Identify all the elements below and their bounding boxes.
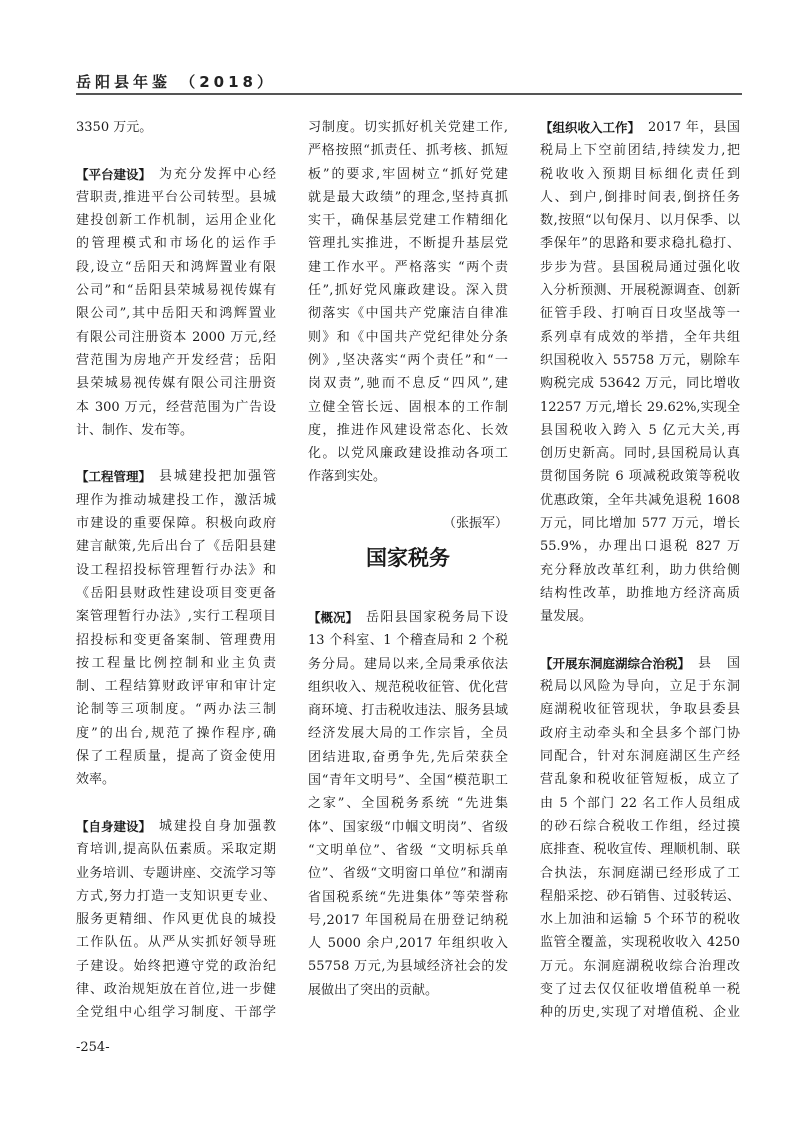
text-line: 人 5000 余户,2017 年组织收入: [308, 936, 508, 952]
text-line: 人、到户,倒排时间表,倒挤任务: [540, 189, 740, 205]
paragraph-first-line: [76, 163, 276, 186]
text-line: 计、制作、发布等。: [76, 422, 194, 438]
text-line: “文明单位”、省级 “文明标兵单: [308, 842, 508, 858]
text-line: 省国税系统“先进集体”等荣誉称: [308, 889, 508, 905]
paragraph-first-line: [76, 815, 276, 838]
text-line: 方式,努力打造一支知识更专业、: [76, 888, 276, 904]
text-line: 数,按照“以旬保月、以月保季、以: [540, 213, 740, 229]
text-line: 程船采挖、砂石销售、过驳转运、: [540, 888, 740, 904]
text-line: 业务培训、专题讲座、交流学习等: [76, 865, 276, 881]
text-line: 步步为营。县国税局通过强化收: [540, 259, 740, 275]
text-line: 度，推进作风建设常态化、长效: [308, 422, 508, 438]
text-line: 贯彻国务院 6 项减税政策等税收: [540, 469, 740, 485]
text-line: 13 个科室、1 个稽查局和 2 个税: [308, 633, 508, 649]
text-line: 组织收入、规范税收征管、优化营: [308, 679, 508, 695]
text-line: 庭湖税收征管现状，争取县委县: [540, 702, 740, 718]
text-line: 制、工程结算财政评审和审计定: [76, 679, 276, 695]
paragraph: [76, 465, 276, 791]
text-line: 任”,抓好党风廉政建设。深入贯: [308, 283, 508, 299]
paragraph: [308, 116, 508, 489]
text-line: 服务更精细、作风更优良的城投: [76, 912, 276, 928]
paragraph-heading: 【自身建设】: [76, 818, 152, 834]
text-line: 县城建投把加强管: [159, 469, 276, 485]
column-2: [308, 116, 508, 535]
text-line: 建言献策,先后出台了《岳阳县建: [76, 539, 276, 555]
text-line: 营范围为房地产开发经营；岳阳: [76, 352, 276, 368]
text-line: 底排查、税收宣传、理顺机制、联: [540, 842, 740, 858]
text-line: 论制等三项制度。“两办法三制: [76, 702, 276, 718]
column-2-body: [308, 116, 508, 489]
text-line: 子建设。始终把遵守党的政治纪: [76, 958, 276, 974]
text-line: 岳阳县国家税务局下设: [366, 610, 508, 625]
text-line: 的管理模式和市场化的运作手: [76, 236, 276, 252]
text-line: 体”、国家级“巾帼文明岗”、省级: [308, 819, 508, 835]
text-line: 彻落实《中国共产党廉洁自律准: [308, 306, 508, 322]
text-line: 立健全管长远、固根本的工作制: [308, 399, 508, 415]
text-line: 55.9%，办理出口退税 827 万: [540, 539, 740, 555]
text-line: 城建投自身加强教: [159, 818, 276, 834]
text-line: 政府主动牵头和全县多个部门协: [540, 725, 740, 741]
paragraph: [76, 163, 276, 443]
text-line: 限公司”,其中岳阳天和鸿辉置业: [76, 306, 276, 322]
text-line: 严格按照“抓责任、抓考核、抓短: [308, 143, 508, 159]
text-line: 理作为推动城建投工作，激活城: [76, 492, 276, 508]
text-line: 例》,坚决落实“两个责任”和“一: [308, 352, 508, 368]
text-line: 律、政治规矩放在首位,进一步健: [76, 981, 276, 997]
text-line: 《岳阳县财政性建设项目变更备: [76, 585, 276, 601]
author-credit: （张振军）: [442, 516, 508, 532]
paragraph-heading: 【平台建设】: [76, 166, 152, 182]
text-line: 习制度。切实抓好机关党建工作,: [308, 120, 508, 135]
text-line: 有限公司注册资本 2000 万元,经: [76, 329, 276, 345]
text-line: 由 5 个部门 22 名工作人员组成: [540, 795, 740, 811]
paragraph-first-line: [540, 652, 740, 675]
text-line: 12257 万元,增长 29.62%,实现全: [540, 399, 740, 415]
text-line: 同配合，针对东洞庭湖区生产经: [540, 749, 740, 765]
paragraph: [540, 652, 740, 1025]
text-line: 化。以党风廉政建设推动各项工: [308, 446, 508, 462]
text-line: 管理扎实推进，不断提升基层党: [308, 236, 508, 252]
text-line: 为充分发挥中心经: [159, 166, 276, 182]
paragraph: [76, 815, 276, 1025]
paragraph: [540, 116, 740, 629]
text-line: 税收收入预期目标细化责任到: [540, 166, 740, 182]
text-line: 结构性改革，助推地方经济高质: [540, 585, 740, 601]
paragraph-heading: 【组织收入工作】: [540, 120, 641, 135]
text-line: 段,设立“岳阳天和鸿辉置业有限: [76, 259, 276, 275]
paragraph-heading: 【概况】: [308, 610, 359, 625]
paragraph-heading: 【开展东洞庭湖综合治税】: [540, 655, 691, 671]
text-line: 公司”和“岳阳县荣城易视传媒有: [76, 283, 276, 299]
page-number: -254-: [76, 1040, 110, 1055]
text-line: 实干，确保基层党建工作精细化: [308, 213, 508, 229]
text-line: 量发展。: [540, 609, 593, 625]
paragraph-first-line: [540, 116, 740, 139]
text-line: 2017 年，县国: [648, 120, 740, 135]
text-line: 充分释放改革红利，助力供给侧: [540, 562, 740, 578]
paragraph-heading: 【工程管理】: [76, 469, 152, 485]
text-line: 系列卓有成效的举措，全年共组: [540, 329, 740, 345]
text-line: 作落到实处。: [308, 469, 387, 485]
text-line: 的砂石综合税收工作组，经过摸: [540, 818, 740, 834]
text-line: 征管手段、打响百日攻坚战等一: [540, 306, 740, 322]
text-line: 营乱象和税收征管短板，成立了: [540, 772, 740, 788]
text-line: 县国税收入跨入 5 亿元大关,再: [540, 422, 740, 438]
text-line: 购税完成 53642 万元，同比增收: [540, 376, 740, 392]
text-line: 营职责,推进平台公司转型。县城: [76, 189, 276, 205]
text-line: 岗双责”,驰而不息反“四风”,建: [308, 376, 508, 392]
text-line: 招投标和变更备案制、管理费用: [76, 632, 276, 648]
text-line: 变了过去仅仅征收增值税单一税: [540, 981, 740, 997]
text-line: 工作队伍。从严从实抓好领导班: [76, 935, 276, 951]
text-line: 万元，同比增加 577 万元，增长: [540, 516, 740, 532]
text-line: 市建设的重要保障。积极向政府: [76, 516, 276, 532]
text-line: 3350 万元。: [76, 120, 153, 135]
text-line: 设工程招投标管理暂行办法》和: [76, 562, 276, 578]
text-line: 团结进取,奋勇争先,先后荣获全: [308, 749, 508, 765]
text-line: 种的历史,实现了对增值税、企业: [540, 1005, 740, 1021]
text-line: 季保年”的思路和要求稳扎稳打、: [540, 236, 740, 252]
text-line: 位”、省级“文明窗口单位”和湖南: [308, 866, 508, 882]
text-line: 度”的出台,规范了操作程序,确: [76, 725, 276, 741]
text-line: 则》和《中国共产党纪律处分条: [308, 329, 508, 345]
text-line: 优惠政策，全年共减免退税 1608: [540, 492, 740, 508]
text-line: 号,2017 年国税局在册登记纳税: [308, 912, 508, 928]
text-line: 之家”、全国税务系统 “先进集: [308, 796, 508, 812]
text-line: 育培训,提高队伍素质。采取定期: [76, 842, 276, 858]
text-line: 就是最大政绩”的理念,坚持真抓: [308, 189, 508, 205]
text-line: 县国: [698, 655, 740, 671]
text-line: 入分析预测、开展税源调查、创新: [540, 283, 740, 299]
text-line: 务分局。建局以来,全局秉承依法: [308, 656, 508, 672]
text-line: 万元。东洞庭湖税收综合治理改: [540, 958, 740, 974]
running-header: 岳阳县年鉴 （2018）: [76, 73, 276, 91]
text-line: 效率。: [76, 772, 116, 788]
text-line: 建工作水平。严格落实 “两个责: [308, 259, 508, 275]
text-line: 按工程量比例控制和业主负责: [76, 655, 276, 671]
paragraph-first-line: [308, 606, 508, 629]
section-overview: [308, 606, 508, 1025]
paragraph-first-line: [76, 465, 276, 488]
text-line: 县荣城易视传媒有限公司注册资: [76, 376, 276, 392]
text-line: 税局以风险为导向，立足于东洞: [540, 679, 740, 695]
text-line: 建投创新工作机制，运用企业化: [76, 213, 276, 229]
text-line: 合执法，东洞庭湖已经形成了工: [540, 865, 740, 881]
text-line: 经济发展大局的工作宗旨，全员: [308, 726, 508, 742]
text-line: 国“青年文明号”、全国“模范职工: [308, 773, 508, 789]
paragraph: [308, 606, 508, 1002]
text-line: 税局上下空前团结,持续发力,把: [540, 143, 740, 159]
text-line: 案管理暂行办法》,实行工程项目: [76, 609, 276, 625]
text-line: 创历史新高。同时,县国税局认真: [540, 446, 740, 462]
text-line: 板”的要求,牢固树立“抓好党建: [308, 166, 508, 182]
text-line: 保了工程质量，提高了资金使用: [76, 749, 276, 765]
text-line: 全党组中心组学习制度、干部学: [76, 1005, 276, 1021]
paragraph: [76, 116, 276, 139]
header-rule: [76, 93, 742, 95]
text-line: 商环境、打击税收违法、服务县域: [308, 703, 508, 719]
section-title: 国家税务: [366, 545, 450, 570]
text-line: 水上加油和运输 5 个环节的税收: [540, 912, 740, 928]
text-line: 本 300 万元，经营范围为广告设: [76, 399, 276, 415]
text-line: 展做出了突出的贡献。: [308, 982, 439, 998]
text-line: 织国税收入 55758 万元，剔除车: [540, 352, 740, 368]
text-line: 监管全覆盖，实现税收收入 4250: [540, 935, 740, 951]
column-1: [76, 116, 276, 1048]
text-line: 55758 万元,为县域经济社会的发: [308, 959, 508, 975]
column-3: [540, 116, 740, 1048]
